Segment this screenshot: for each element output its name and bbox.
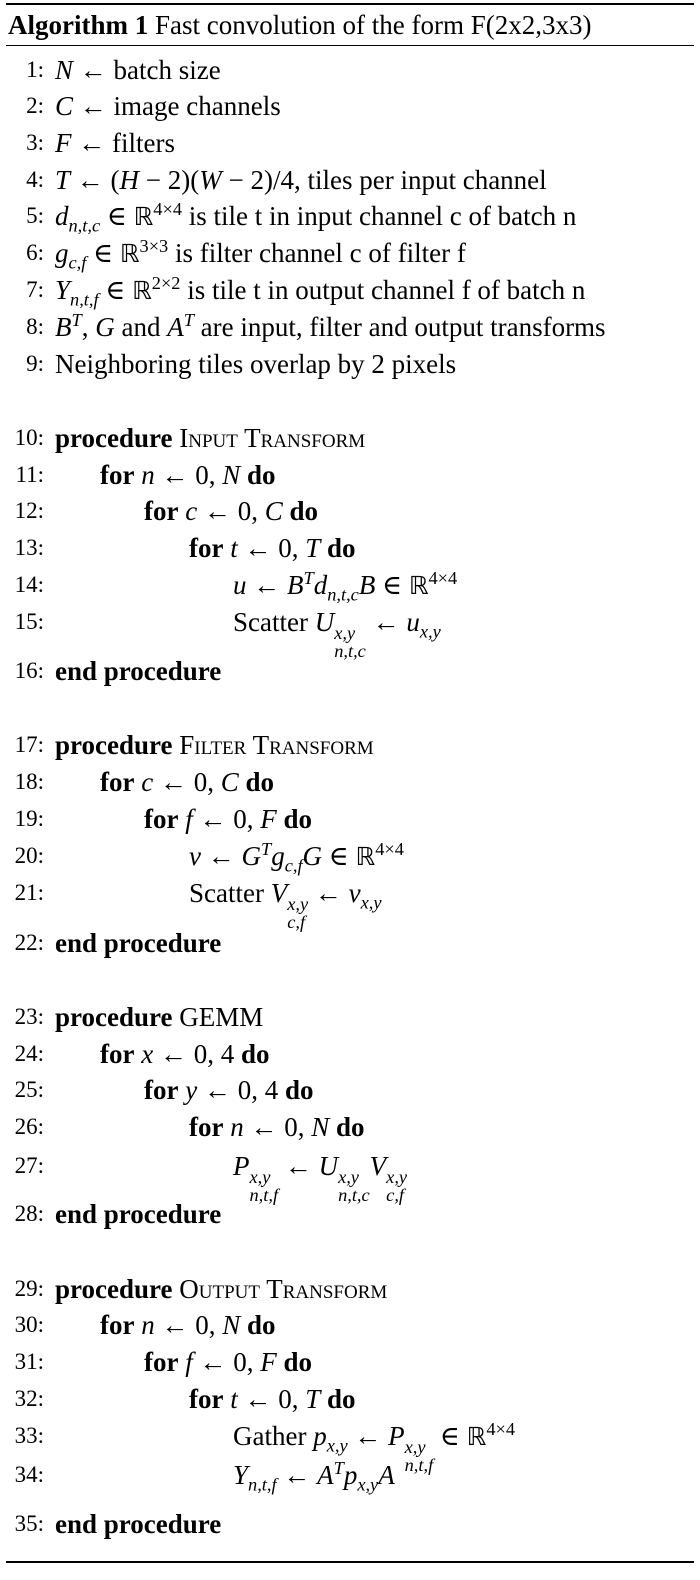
title-rule xyxy=(6,45,694,46)
bottom-rule xyxy=(6,1561,694,1563)
top-rule xyxy=(6,3,694,5)
algorithm-label: Algorithm 1 xyxy=(8,10,149,40)
algorithm-title xyxy=(8,6,591,44)
algorithm-caption: Fast convolution of the form F(2x2,3x3) xyxy=(154,10,592,40)
